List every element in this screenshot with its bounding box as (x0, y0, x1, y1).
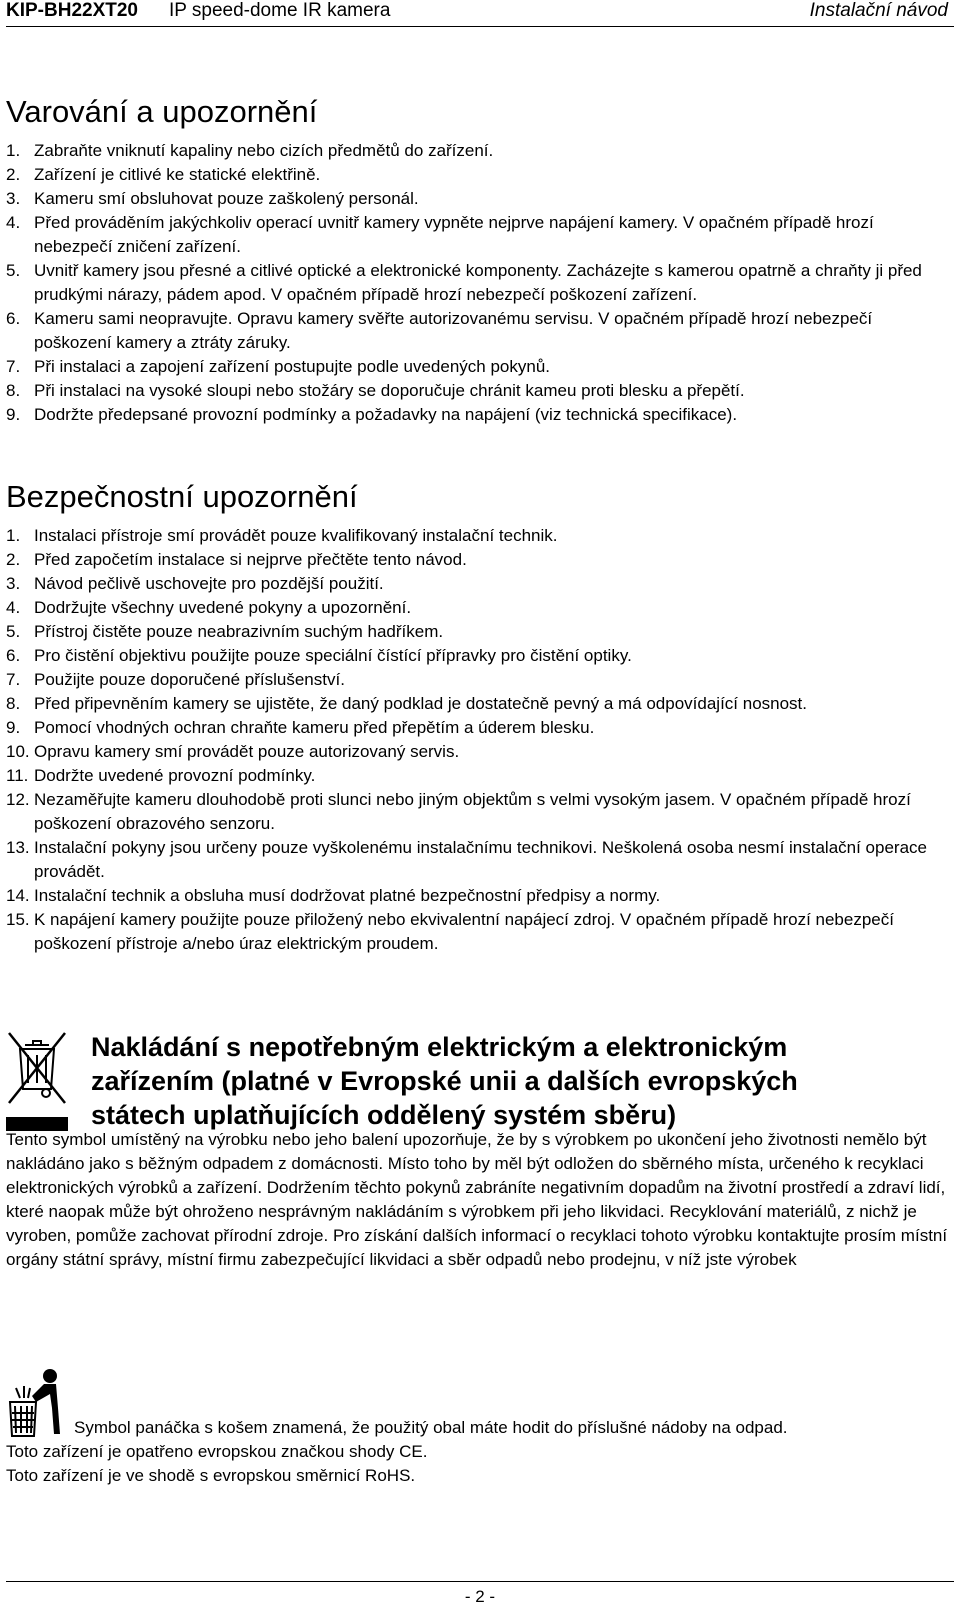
list-item-number: 6. (6, 309, 21, 328)
list-item-text: Pomocí vhodných ochran chraňte kameru před přepětím a úderem blesku. (34, 718, 595, 737)
list-item-number: 15. (6, 910, 30, 929)
list-item-text: Přístroj čistěte pouze neabrazivním suchým hadříkem. (34, 622, 444, 641)
list-item-number: 8. (6, 694, 21, 713)
list-item-number: 3. (6, 189, 21, 208)
warnings-list (6, 139, 946, 427)
list-item-text: Instalační pokyny jsou určeny pouze vyškolenému instalačnímu technikovi. Neškolená osoba nesmí instalační operace provádět. (34, 838, 927, 881)
list-item (6, 764, 946, 788)
list-item (6, 379, 946, 403)
list-item-number: 10. (6, 742, 30, 761)
list-item-text: Opravu kamery smí provádět pouze autorizovaný servis. (34, 742, 460, 761)
list-item (6, 620, 946, 644)
list-item-number: 2. (6, 165, 21, 184)
list-item (6, 403, 946, 427)
rohs-conformity-text: Toto zařízení je ve shodě s evropskou směrnicí RoHS. (6, 1466, 416, 1485)
list-item-text: Před připevněním kamery se ujistěte, že daný podklad je dostatečně pevný a má odpovídající nosnost. (34, 694, 808, 713)
list-item (6, 259, 946, 307)
list-item-number: 9. (6, 405, 21, 424)
list-item-text: Dodržte uvedené provozní podmínky. (34, 766, 316, 785)
list-item-text: Při instalaci a zapojení zařízení postupujte podle uvedených pokynů. (34, 357, 550, 376)
list-item-number: 5. (6, 261, 21, 280)
list-item-text: Návod pečlivě uschovejte pro pozdější použití. (34, 574, 384, 593)
safety-list (6, 524, 946, 956)
list-item-number: 4. (6, 598, 21, 617)
list-item-text: Kameru smí obsluhovat pouze zaškolený personál. (34, 189, 419, 208)
list-item-number: 11. (6, 766, 29, 785)
packaging-symbol-text: Symbol panáčka s košem znamená, že použitý obal máte hodit do příslušné nádoby na odpad. (74, 1418, 788, 1437)
list-item-text: Zabraňte vniknutí kapaliny nebo cizích předmětů do zařízení. (34, 141, 494, 160)
list-item-text: Dodržujte všechny uvedené pokyny a upozornění. (34, 598, 412, 617)
list-item-text: Před prováděním jakýchkoliv operací uvnitř kamery vypněte nejprve napájení kamery. V opačném případě hrozí nebezpečí zničení zařízení. (34, 213, 874, 256)
list-item-number: 4. (6, 213, 21, 232)
list-item (6, 644, 946, 668)
list-item-number: 3. (6, 574, 21, 593)
list-item-text: Instalační technik a obsluha musí dodržovat platné bezpečnostní předpisy a normy. (34, 886, 661, 905)
weee-title: Nakládání s nepotřebným elektrickým a elektronickým zařízením (platné v Evropské unii a dalších evropských státech uplatňujících oddělený systém sběru) (91, 1032, 798, 1130)
page-number: - 2 - (464, 1587, 496, 1606)
header-doc-type: Instalační návod (809, 0, 948, 21)
list-item (6, 548, 946, 572)
list-item (6, 596, 946, 620)
list-item (6, 740, 946, 764)
list-item-number: 1. (6, 141, 21, 160)
header-product: IP speed-dome IR kamera (169, 0, 391, 21)
list-item-number: 7. (6, 357, 21, 376)
list-item-number: 12. (6, 790, 30, 809)
list-item (6, 716, 946, 740)
ce-conformity-text: Toto zařízení je opatřeno evropskou značkou shody CE. (6, 1442, 428, 1461)
weee-text: Tento symbol umístěný na výrobku nebo jeho balení upozorňuje, že by s výrobkem po ukončení jeho životnosti nemělo být nakládáno jako s běžným odpadem z domácnosti. Místo toho by měl být odložen do sběrného místa, určeného k recyklaci elektronických výrobků a zařízení. Dodržením těchto pokynů zabráníte negativním dopadům na životní prostředí a zdraví lidí, které naopak může být ohroženo nesprávným nakládáním s výrobkem při jeho likvidaci. Recyklování materiálů, z nichž je vyroben, pomůže zachovat přírodní zdroje. Pro získání dalších informací o recyklaci tohoto výrobku kontaktujte prosím místní orgány státní správy, místní firmu zabezpečující likvidaci a sběr odpadů nebo prodejnu, v níž jste výrobek (6, 1130, 948, 1269)
list-item (6, 307, 946, 355)
list-item (6, 187, 946, 211)
list-item (6, 163, 946, 187)
list-item-number: 5. (6, 622, 21, 641)
list-item-number: 9. (6, 718, 21, 737)
list-item (6, 139, 946, 163)
list-item-number: 8. (6, 381, 21, 400)
list-item-text: Při instalaci na vysoké sloupi nebo stožáry se doporučuje chránit kameu proti blesku a přepětí. (34, 381, 745, 400)
footer-divider (6, 1581, 954, 1582)
list-item-text: Uvnitř kamery jsou přesné a citlivé optické a elektronické komponenty. Zacházejte s kamerou opatrně a chraňty ji před prudkými nárazy, pádem apod. V opačném případě hrozí nebezpečí poškození zařízení. (34, 261, 922, 304)
list-item (6, 572, 946, 596)
list-item (6, 908, 946, 956)
list-item-text: K napájení kamery použijte pouze přiložený nebo ekvivalentní napájecí zdroj. V opačném případě hrozí nebezpečí poškození přístroje a/nebo úraz elektrickým proudem. (34, 910, 894, 953)
list-item-number: 2. (6, 550, 21, 569)
list-item-text: Nezaměřujte kameru dlouhodobě proti slunci nebo jiným objektům s velmi vysokým jasem. V opačném případě hrozí poškození obrazového senzoru. (34, 790, 911, 833)
list-item (6, 692, 946, 716)
list-item-text: Pro čistění objektivu použijte pouze speciální čístící přípravky pro čistění optiky. (34, 646, 632, 665)
list-item-number: 7. (6, 670, 21, 689)
list-item-text: Kameru sami neopravujte. Opravu kamery svěřte autorizovanému servisu. V opačném případě hrozí nebezpečí poškození kamery a ztráty záruky. (34, 309, 873, 352)
list-item-text: Použijte pouze doporučené příslušenství. (34, 670, 345, 689)
header-model: KIP-BH22XT20 (6, 0, 138, 21)
list-item (6, 668, 946, 692)
list-item-number: 1. (6, 526, 21, 545)
list-item-text: Zařízení je citlivé ke statické elektřině. (34, 165, 321, 184)
tidyman-icon (6, 1368, 64, 1438)
weee-crossed-bin-icon (6, 1031, 68, 1133)
list-item (6, 788, 946, 836)
list-item (6, 836, 946, 884)
list-item (6, 884, 946, 908)
list-item-text: Dodržte předepsané provozní podmínky a požadavky na napájení (viz technická specifikace). (34, 405, 738, 424)
safety-title: Bezpečnostní upozornění (6, 479, 358, 514)
page-header (6, 0, 954, 27)
list-item-number: 6. (6, 646, 21, 665)
list-item (6, 355, 946, 379)
list-item-number: 14. (6, 886, 30, 905)
warnings-title: Varování a upozornění (6, 94, 318, 129)
list-item (6, 524, 946, 548)
list-item-text: Před započetím instalace si nejprve přečtěte tento návod. (34, 550, 467, 569)
list-item-text: Instalaci přístroje smí provádět pouze kvalifikovaný instalační technik. (34, 526, 558, 545)
list-item-number: 13. (6, 838, 30, 857)
list-item (6, 211, 946, 259)
